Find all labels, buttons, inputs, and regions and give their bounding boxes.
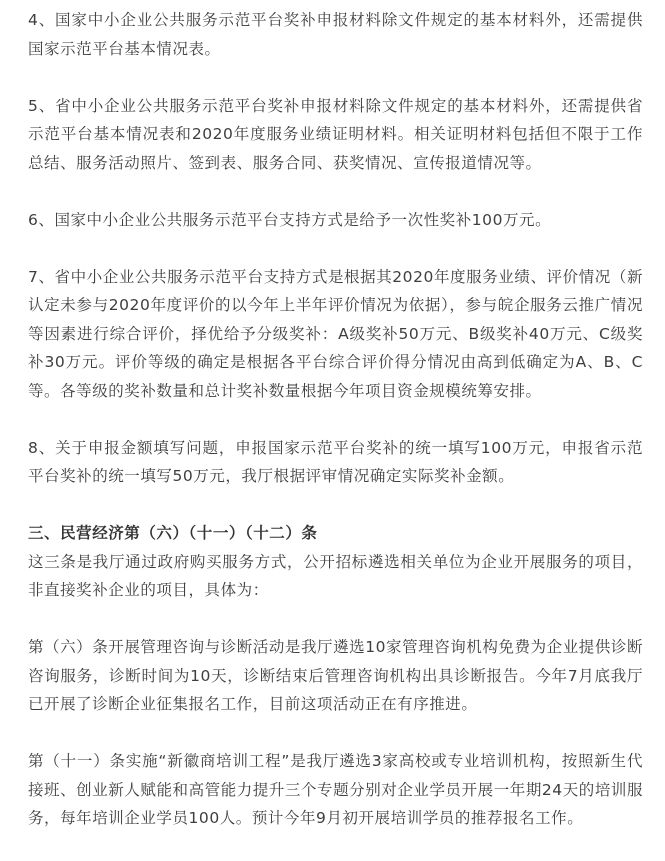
article-body [28,6,643,861]
paragraph-item-8: 8、关于申报金额填写问题，申报国家示范平台奖补的统一填写100万元，申报省示范平台奖补的统一填写50万元，我厅根据评审情况确定实际奖补金额。 [28,438,643,485]
paragraph-item-5: 5、省中小企业公共服务示范平台奖补申报材料除文件规定的基本材料外，还需提供省示范平台基本情况表和2020年度服务业绩证明材料。相关证明材料包括但不限于工作总结、服务活动照片、签到表、服务合同、获奖情况、宣传报道情况等。 [28,96,643,172]
paragraph-item-7: 7、省中小企业公共服务示范平台支持方式是根据其2020年度服务业绩、评价情况（新认定未参与2020年度评价的以今年上半年评价情况为依据），参与皖企服务云推广情况等因素进行综合评价，择优给予分级奖补：A级奖补50万元、B级奖补40万元、C级奖补30万元。评价等级的确定是根据各平台综合评价得分情况由高到低确定为A、B、C等。各等级的奖补数量和总计奖补数量根据今年项目资金规模统筹安排。 [28,267,643,400]
paragraph-item-4: 4、国家中小企业公共服务示范平台奖补申报材料除文件规定的基本材料外，还需提供国家示范平台基本情况表。 [28,11,643,58]
paragraph-item-6: 6、国家中小企业公共服务示范平台支持方式是给予一次性奖补100万元。 [28,210,552,229]
section-heading: 三、民营经济第（六）（十一）（十二）条 [28,524,318,542]
section-intro: 这三条是我厅通过政府购买服务方式，公开招标遴选相关单位为企业开展服务的项目，非直接奖补企业的项目，具体为： [28,552,643,599]
article-item-6: 第（六）条开展管理咨询与诊断活动是我厅遴选10家管理咨询机构免费为企业提供诊断咨询服务，诊断时间为10天，诊断结束后管理咨询机构出具诊断报告。今年7月底我厅已开展了诊断企业征集报名工作，目前这项活动正在有序推进。 [28,638,643,713]
article-item-11: 第（十一）条实施“新徽商培训工程”是我厅遴选3家高校或专业培训机构，按照新生代接班、创业新人赋能和高管能力提升三个专题分别对企业学员开展一年期24天的培训服务，每年培训企业学员100人。预计今年9月初开展培训学员的推荐报名工作。 [28,752,643,827]
